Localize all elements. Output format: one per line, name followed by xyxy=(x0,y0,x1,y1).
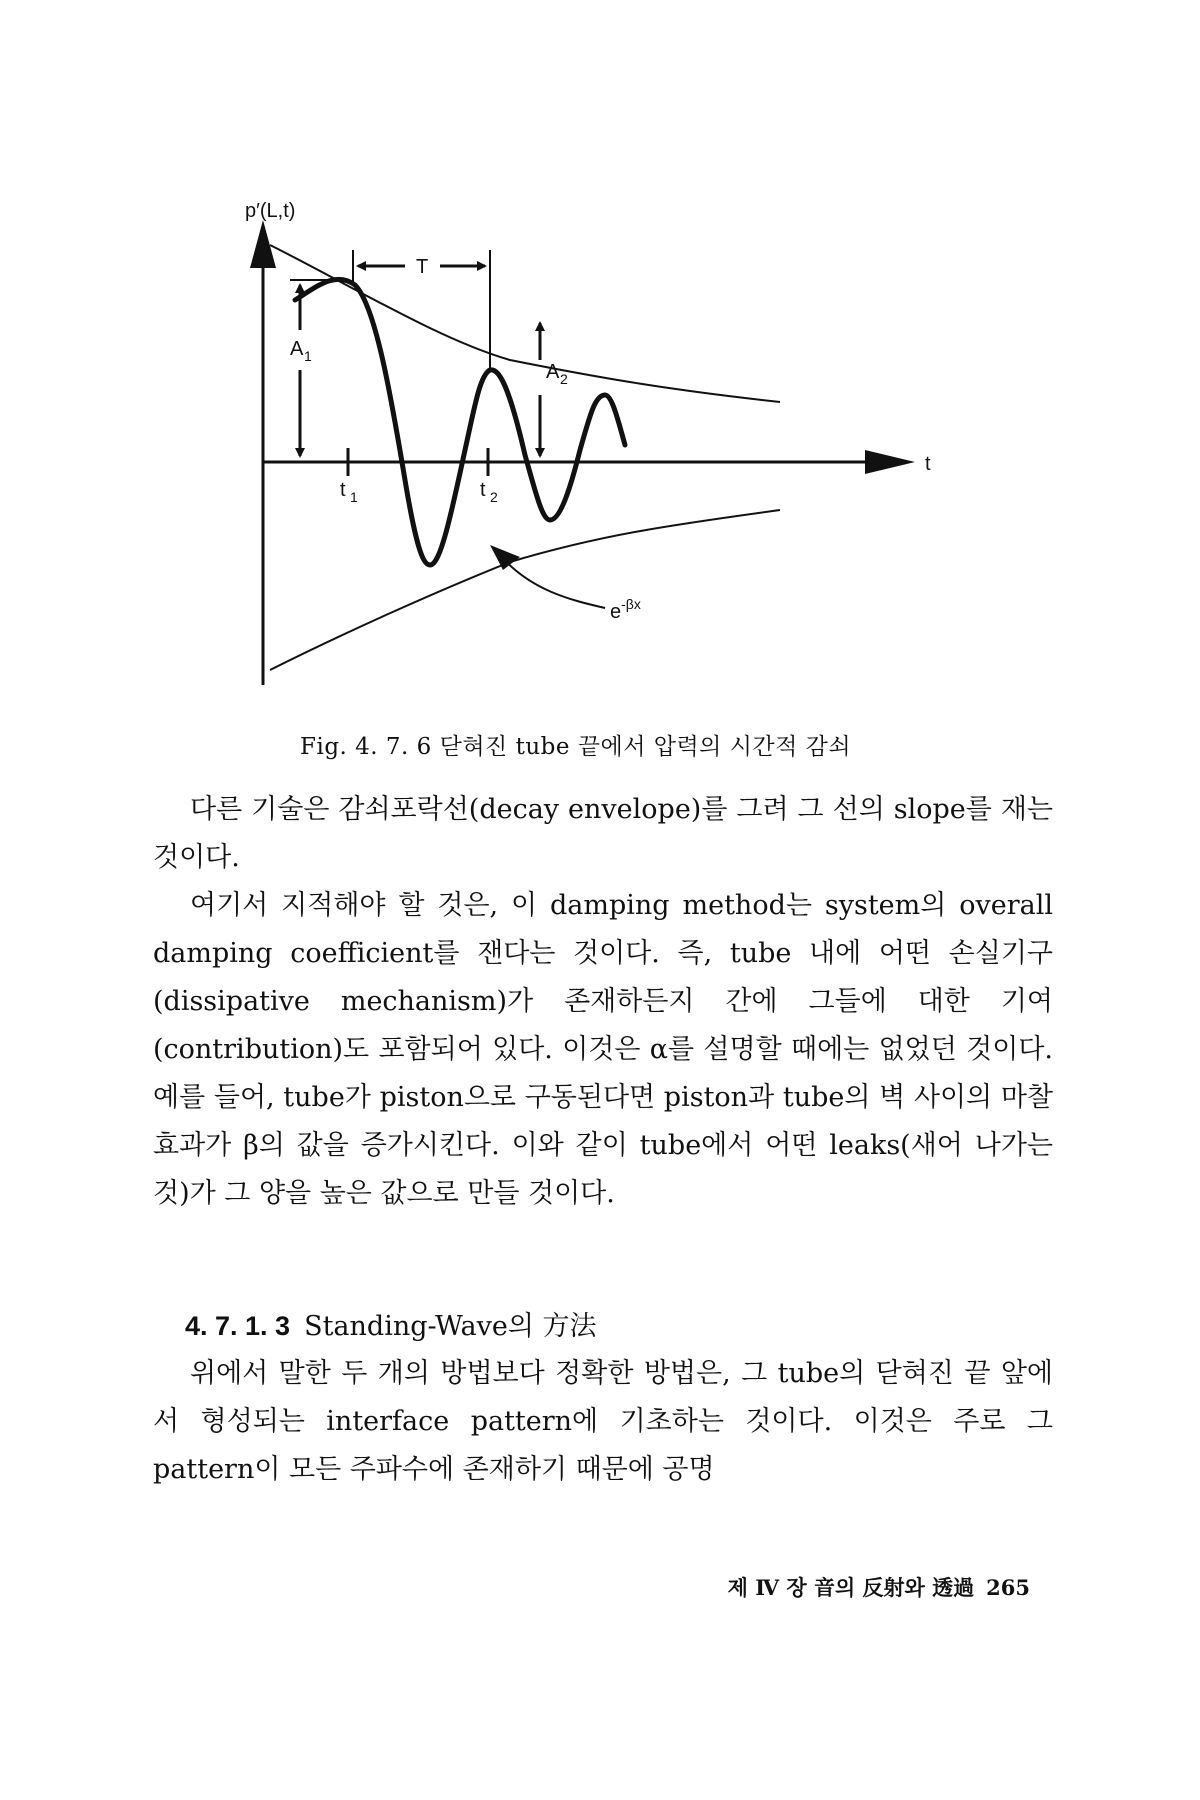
page-footer xyxy=(728,1572,1030,1602)
lower-envelope xyxy=(270,510,780,670)
envelope-callout-line xyxy=(500,555,605,608)
envelope-callout-arrowhead xyxy=(490,545,520,570)
section-number: 4. 7. 1. 3 xyxy=(185,1311,291,1341)
a1-subscript: 1 xyxy=(304,348,312,364)
envelope-exponent: -βx xyxy=(621,596,641,612)
t1-subscript: 1 xyxy=(350,489,358,505)
period-label: T xyxy=(416,256,429,278)
paragraph-1 xyxy=(153,786,1053,882)
section-paragraph-text: 위에서 말한 두 개의 방법보다 정확한 방법은, 그 tube의 닫혀진 끝 앞에서 형성되는 interface pattern에 기초하는 것이다. 이것은 주로 그 pattern이 모든 주파수에 존재하기 때문에 공명 xyxy=(153,1358,1053,1485)
x-axis-arrowhead xyxy=(865,450,915,474)
a2-subscript: 2 xyxy=(560,371,568,387)
y-axis-arrowhead xyxy=(250,220,276,268)
a1-label: A xyxy=(290,338,304,360)
paragraph-2 xyxy=(153,882,1053,1218)
x-axis-label: t xyxy=(925,453,931,475)
a2-label: A xyxy=(546,361,560,383)
section-heading xyxy=(185,1302,597,1351)
section-paragraph xyxy=(153,1350,1053,1494)
damped-wave xyxy=(295,279,625,565)
y-axis-label: p′(L,t) xyxy=(245,200,296,222)
upper-envelope xyxy=(270,245,780,402)
t1-label: t xyxy=(340,479,346,501)
section-title: Standing-Wave의 方法 xyxy=(304,1311,597,1342)
page-number: 265 xyxy=(986,1575,1030,1600)
paragraph-2-text: 여기서 지적해야 할 것은, 이 damping method는 system의 overall damping coefficient를 잰다는 것이다. 즉, tube 내에 어떤 손실기구(dissipative mechanism)가 존재하든지 간에 그들에 대한 기여(contribution)도 포함되어 있다. 이것은 α를 설명할 때에는 없었던 것이다. 예를 들어, tube가 piston으로 구동된다면 piston과 tube의 벽 사이의 마찰 효과가 β의 값을 증가시킨다. 이와 같이 tube에서 어떤 leaks(새어 나가는 것)가 그 양을 높은 값으로 만들 것이다. xyxy=(153,890,1053,1209)
t2-label: t xyxy=(480,479,486,501)
envelope-base: e xyxy=(610,601,622,623)
figure-caption: Fig. 4. 7. 6 닫혀진 tube 끝에서 압력의 시간적 감쇠 xyxy=(300,734,852,760)
footer-chapter: 제 Ⅳ 장 音의 反射와 透過 xyxy=(727,1575,975,1600)
decay-figure xyxy=(200,190,1000,710)
envelope-label xyxy=(610,596,641,623)
t2-subscript: 2 xyxy=(490,489,498,505)
paragraph-1-text: 다른 기술은 감쇠포락선(decay envelope)를 그려 그 선의 slope를 재는 것이다. xyxy=(153,794,1053,873)
